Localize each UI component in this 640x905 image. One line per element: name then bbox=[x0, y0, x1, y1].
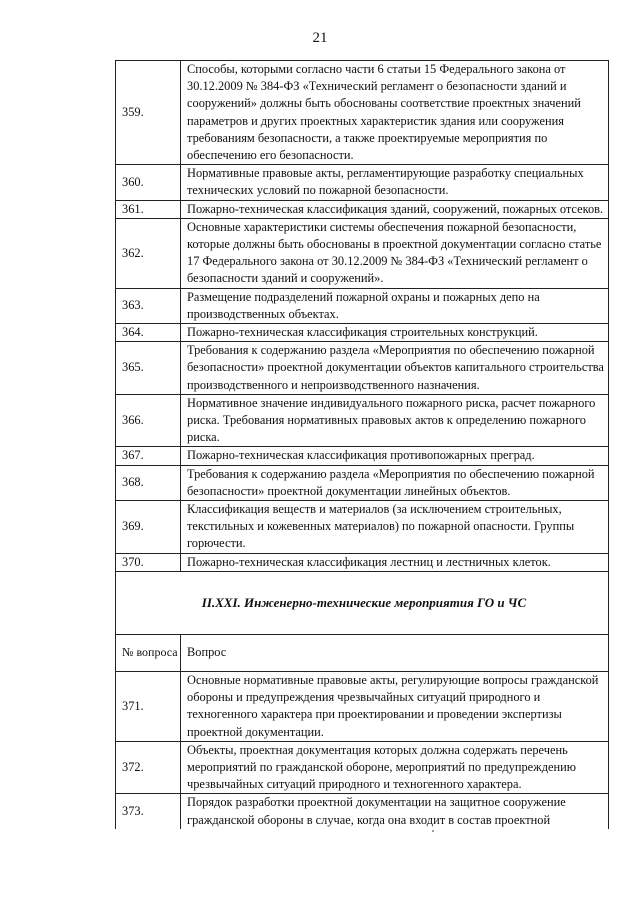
table-row bbox=[116, 61, 609, 165]
table-row bbox=[116, 671, 609, 741]
table-row bbox=[116, 342, 609, 395]
question-number: 372. bbox=[116, 741, 181, 794]
table-row bbox=[116, 394, 609, 447]
question-number: 368. bbox=[116, 465, 181, 500]
question-text: Требования к содержанию раздела «Мероприятия по обеспечению пожарной безопасности» проектной документации объектов капитального строительства производственного и непроизводственного назначения. bbox=[181, 342, 609, 395]
section-heading-row bbox=[116, 571, 609, 634]
table-row bbox=[116, 447, 609, 465]
question-number: 361. bbox=[116, 200, 181, 218]
section-title: II.XXI. Инженерно-технические мероприятия ГО и ЧС bbox=[116, 571, 609, 634]
scan-speck bbox=[432, 830, 434, 832]
table-row bbox=[116, 165, 609, 200]
question-text: Порядок разработки проектной документации на защитное сооружение гражданской обороны в случае, когда она входит в состав проектной bbox=[181, 794, 609, 829]
table-row bbox=[116, 741, 609, 794]
question-number: 373. bbox=[116, 794, 181, 829]
question-text: Нормативные правовые акты, регламентирующие разработку специальных технических условий по пожарной безопасности. bbox=[181, 165, 609, 200]
table-row bbox=[116, 501, 609, 554]
question-text: Способы, которыми согласно части 6 статьи 15 Федерального закона от 30.12.2009 № 384-ФЗ «Технический регламент о безопасности зданий и сооружений» должны быть обоснованы соответствие проектных значений параметров и других проектных характеристик здания или сооружения требованиям безопасности, а также проектируемые мероприятия по обеспечению его безопасности. bbox=[181, 61, 609, 165]
question-number: 364. bbox=[116, 324, 181, 342]
question-number: 367. bbox=[116, 447, 181, 465]
question-text: Требования к содержанию раздела «Мероприятия по обеспечению пожарной безопасности» проектной документации линейных объектов. bbox=[181, 465, 609, 500]
table-row bbox=[116, 553, 609, 571]
question-text: Пожарно-техническая классификация противопожарных преград. bbox=[181, 447, 609, 465]
question-text: Классификация веществ и материалов (за исключением строительных, текстильных и кожевенных материалов) по пожарной опасности. Группы горючести. bbox=[181, 501, 609, 554]
question-number: 365. bbox=[116, 342, 181, 395]
table-row bbox=[116, 218, 609, 288]
column-header-number: № вопроса bbox=[116, 634, 181, 671]
table-row bbox=[116, 794, 609, 829]
question-number: 366. bbox=[116, 394, 181, 447]
question-text: Основные характеристики системы обеспечения пожарной безопасности, которые должны быть обоснованы в проектной документации согласно статье 17 Федерального закона от 30.12.2009 № 384-ФЗ «Технический регламент о безопасности зданий и сооружений». bbox=[181, 218, 609, 288]
question-number: 360. bbox=[116, 165, 181, 200]
question-text: Нормативное значение индивидуального пожарного риска, расчет пожарного риска. Требования нормативных правовых актов к определению пожарного риска. bbox=[181, 394, 609, 447]
table-header-row bbox=[116, 634, 609, 671]
table-row bbox=[116, 324, 609, 342]
question-number: 371. bbox=[116, 671, 181, 741]
page-number: 21 bbox=[312, 30, 328, 46]
column-header-question: Вопрос bbox=[181, 634, 609, 671]
question-number: 363. bbox=[116, 288, 181, 323]
question-text: Размещение подразделений пожарной охраны и пожарных депо на производственных объектах. bbox=[181, 288, 609, 323]
question-number: 369. bbox=[116, 501, 181, 554]
questions-table bbox=[115, 60, 609, 829]
question-number: 359. bbox=[116, 61, 181, 165]
table-row bbox=[116, 288, 609, 323]
table-row bbox=[116, 200, 609, 218]
table-row bbox=[116, 465, 609, 500]
question-text: Основные нормативные правовые акты, регулирующие вопросы гражданской обороны и предупреждения чрезвычайных ситуаций природного и техногенного характера при проектировании и проведении экспертизы проектной документации. bbox=[181, 671, 609, 741]
question-text: Объекты, проектная документация которых должна содержать перечень мероприятий по гражданской обороне, мероприятий по предупреждению чрезвычайных ситуаций природного и техногенного характера. bbox=[181, 741, 609, 794]
question-text: Пожарно-техническая классификация лестниц и лестничных клеток. bbox=[181, 553, 609, 571]
question-number: 362. bbox=[116, 218, 181, 288]
question-number: 370. bbox=[116, 553, 181, 571]
question-text: Пожарно-техническая классификация строительных конструкций. bbox=[181, 324, 609, 342]
question-text: Пожарно-техническая классификация зданий, сооружений, пожарных отсеков. bbox=[181, 200, 609, 218]
